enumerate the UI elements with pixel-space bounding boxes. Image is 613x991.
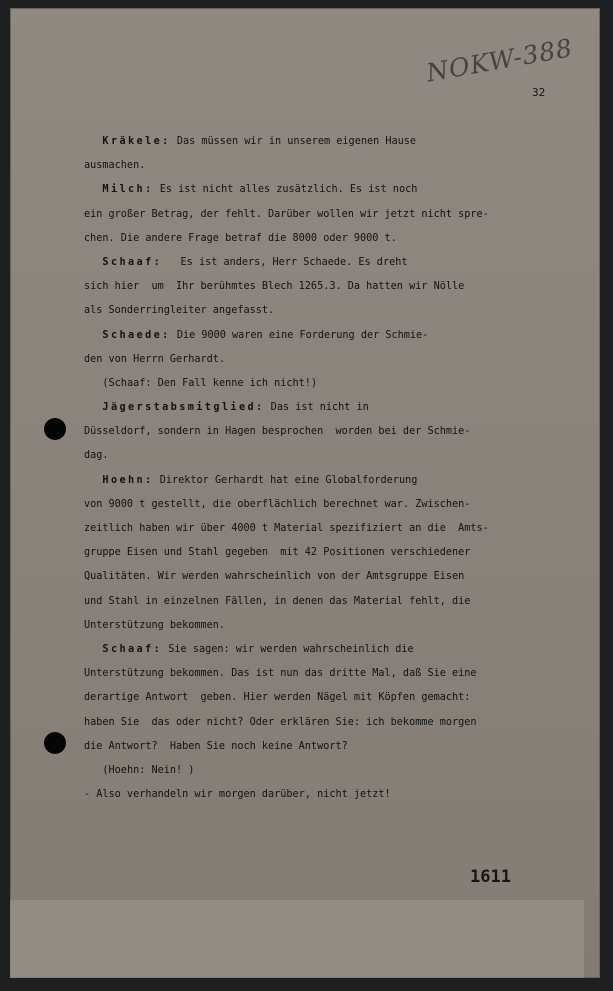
text-line: [84, 130, 584, 154]
text-line: [84, 517, 584, 541]
line-text: haben Sie das oder nicht? Oder erklären Sie: ich bekomme morgen: [84, 716, 477, 728]
text-line: [84, 735, 584, 759]
text-line: [84, 396, 584, 420]
text-line: [84, 372, 584, 396]
text-line: [84, 420, 584, 444]
line-text: ausmachen.: [84, 160, 146, 172]
line-text: dag.: [84, 450, 109, 462]
line-text: die Antwort? Haben Sie noch keine Antwort?: [84, 740, 348, 752]
speaker-name: Hoehn:: [102, 474, 154, 486]
typed-text-block: [84, 130, 584, 807]
text-line: [84, 686, 584, 710]
line-text: Direktor Gerhardt hat eine Globalforderung: [153, 474, 418, 486]
punch-hole-lower: [44, 732, 66, 754]
line-text: (Schaaf: Den Fall kenne ich nicht!): [102, 377, 318, 389]
text-line: [84, 348, 584, 372]
line-text: als Sonderringleiter angefasst.: [84, 305, 275, 317]
paper-light-strip: [10, 900, 584, 978]
line-text: von 9000 t gestellt, die oberflächlich berechnet war. Zwischen-: [84, 498, 471, 510]
line-text: (Hoehn: Nein! ): [102, 764, 195, 776]
text-line: [84, 638, 584, 662]
punch-hole-upper: [44, 418, 66, 440]
speaker-name: Jägerstabsmitglied:: [102, 402, 265, 414]
line-text: - Also verhandeln wir morgen darüber, nicht jetzt!: [84, 789, 391, 801]
text-line: [84, 154, 584, 178]
stamp-number: 1611: [470, 867, 511, 887]
speaker-name: Schaede:: [102, 329, 171, 341]
text-line: [84, 541, 584, 565]
text-line: [84, 251, 584, 275]
speaker-name: Milch:: [102, 184, 154, 196]
line-text: Qualitäten. Wir werden wahrscheinlich von der Amtsgruppe Eisen: [84, 571, 465, 583]
text-line: [84, 227, 584, 251]
line-text: gruppe Eisen und Stahl gegeben mit 42 Positionen verschiedener: [84, 547, 471, 559]
line-text: Sie sagen: wir werden wahrscheinlich die: [162, 643, 414, 655]
text-line: [84, 178, 584, 202]
text-line: [84, 493, 584, 517]
line-text: und Stahl in einzelnen Fällen, in denen das Material fehlt, die: [84, 595, 471, 607]
text-line: [84, 203, 584, 227]
line-text: Unterstützung bekommen. Das ist nun das dritte Mal, daß Sie eine: [84, 668, 477, 680]
text-line: [84, 324, 584, 348]
line-text: ein großer Betrag, der fehlt. Darüber wollen wir jetzt nicht spre-: [84, 208, 489, 220]
text-line: [84, 590, 584, 614]
text-line: [84, 614, 584, 638]
text-line: [84, 759, 584, 783]
archive-reference: NOKW-388: [424, 33, 576, 88]
line-text: Düsseldorf, sondern in Hagen besprochen worden bei der Schmie-: [84, 426, 471, 438]
line-text: Die 9000 waren eine Forderung der Schmie-: [170, 329, 429, 341]
line-text: Das ist nicht in: [264, 402, 369, 414]
line-text: Es ist nicht alles zusätzlich. Es ist noch: [153, 184, 418, 196]
text-line: [84, 275, 584, 299]
text-line: [84, 711, 584, 735]
speaker-name: Schaaf:: [102, 643, 163, 655]
line-text: zeitlich haben wir über 4000 t Material spezifiziert an die Amts-: [84, 523, 489, 534]
speaker-name: Schaaf:: [102, 256, 163, 268]
speaker-name: Kräkele:: [102, 136, 171, 147]
line-text: den von Herrn Gerhardt.: [84, 353, 226, 365]
line-text: Das müssen wir in unserem eigenen Hause: [170, 136, 417, 147]
line-text: derartige Antwort geben. Hier werden Nägel mit Köpfen gemacht:: [84, 692, 471, 704]
text-line: [84, 783, 584, 807]
line-text: Unterstützung bekommen.: [84, 619, 226, 631]
text-line: [84, 565, 584, 589]
text-line: [84, 444, 584, 468]
text-line: [84, 469, 584, 493]
text-line: [84, 662, 584, 686]
line-text: sich hier um Ihr berühmtes Blech 1265.3. Da hatten wir Nölle: [84, 281, 465, 293]
page-number: 32: [532, 86, 546, 99]
line-text: chen. Die andere Frage betraf die 8000 oder 9000 t.: [84, 232, 397, 244]
text-line: [84, 299, 584, 323]
line-text: Es ist anders, Herr Schaede. Es dreht: [162, 256, 408, 268]
